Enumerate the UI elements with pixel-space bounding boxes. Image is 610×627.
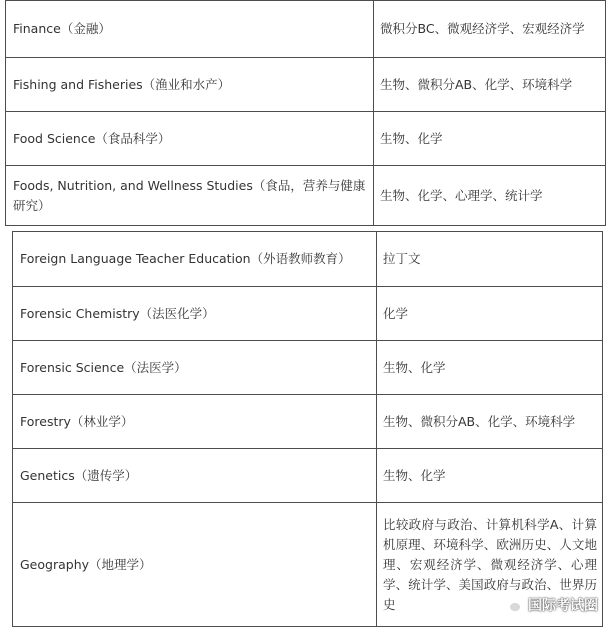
table-row <box>6 58 606 112</box>
table-row <box>13 232 603 287</box>
course-table-top <box>5 0 606 226</box>
table-row <box>6 112 606 166</box>
subject-cell: Forensic Science（法医学） <box>13 341 377 395</box>
table-row <box>13 341 603 395</box>
requirements-cell: 生物、微积分AB、化学、环境科学 <box>374 58 606 112</box>
requirements-cell: 微积分BC、微观经济学、宏观经济学 <box>374 1 606 58</box>
table-row <box>6 166 606 226</box>
requirements-cell: 生物、化学、心理学、统计学 <box>374 166 606 226</box>
subject-cell: Forensic Chemistry（法医化学） <box>13 287 377 341</box>
requirements-cell: 生物、化学 <box>377 449 603 503</box>
requirements-cell: 生物、化学 <box>374 112 606 166</box>
table-gap <box>0 226 610 230</box>
course-table-bottom <box>12 231 603 627</box>
requirements-cell: 拉丁文 <box>377 232 603 287</box>
table-row <box>13 287 603 341</box>
requirements-cell: 化学 <box>377 287 603 341</box>
subject-cell: Foods, Nutrition, and Wellness Studies（食品，营养与健康研究） <box>6 166 374 226</box>
requirements-cell: 生物、微积分AB、化学、环境科学 <box>377 395 603 449</box>
subject-cell: Genetics（遗传学） <box>13 449 377 503</box>
table-row <box>13 395 603 449</box>
requirements-cell: 比较政府与政治、计算机科学A、计算机原理、环境科学、欧洲历史、人文地理、宏观经济学、微观经济学、心理学、统计学、美国政府与政治、世界历史 <box>377 503 603 627</box>
requirements-cell: 生物、化学 <box>377 341 603 395</box>
table-row <box>13 449 603 503</box>
table-row <box>6 1 606 58</box>
subject-cell: Food Science（食品科学） <box>6 112 374 166</box>
wechat-icon <box>501 595 523 615</box>
subject-cell: Forestry（林业学） <box>13 395 377 449</box>
subject-cell: Foreign Language Teacher Education（外语教师教育） <box>13 232 377 287</box>
watermark-text: 国际考试圈 <box>528 598 598 614</box>
watermark <box>501 595 598 615</box>
subject-cell: Geography（地理学） <box>13 503 377 627</box>
subject-cell: Fishing and Fisheries（渔业和水产） <box>6 58 374 112</box>
subject-cell: Finance（金融） <box>6 1 374 58</box>
